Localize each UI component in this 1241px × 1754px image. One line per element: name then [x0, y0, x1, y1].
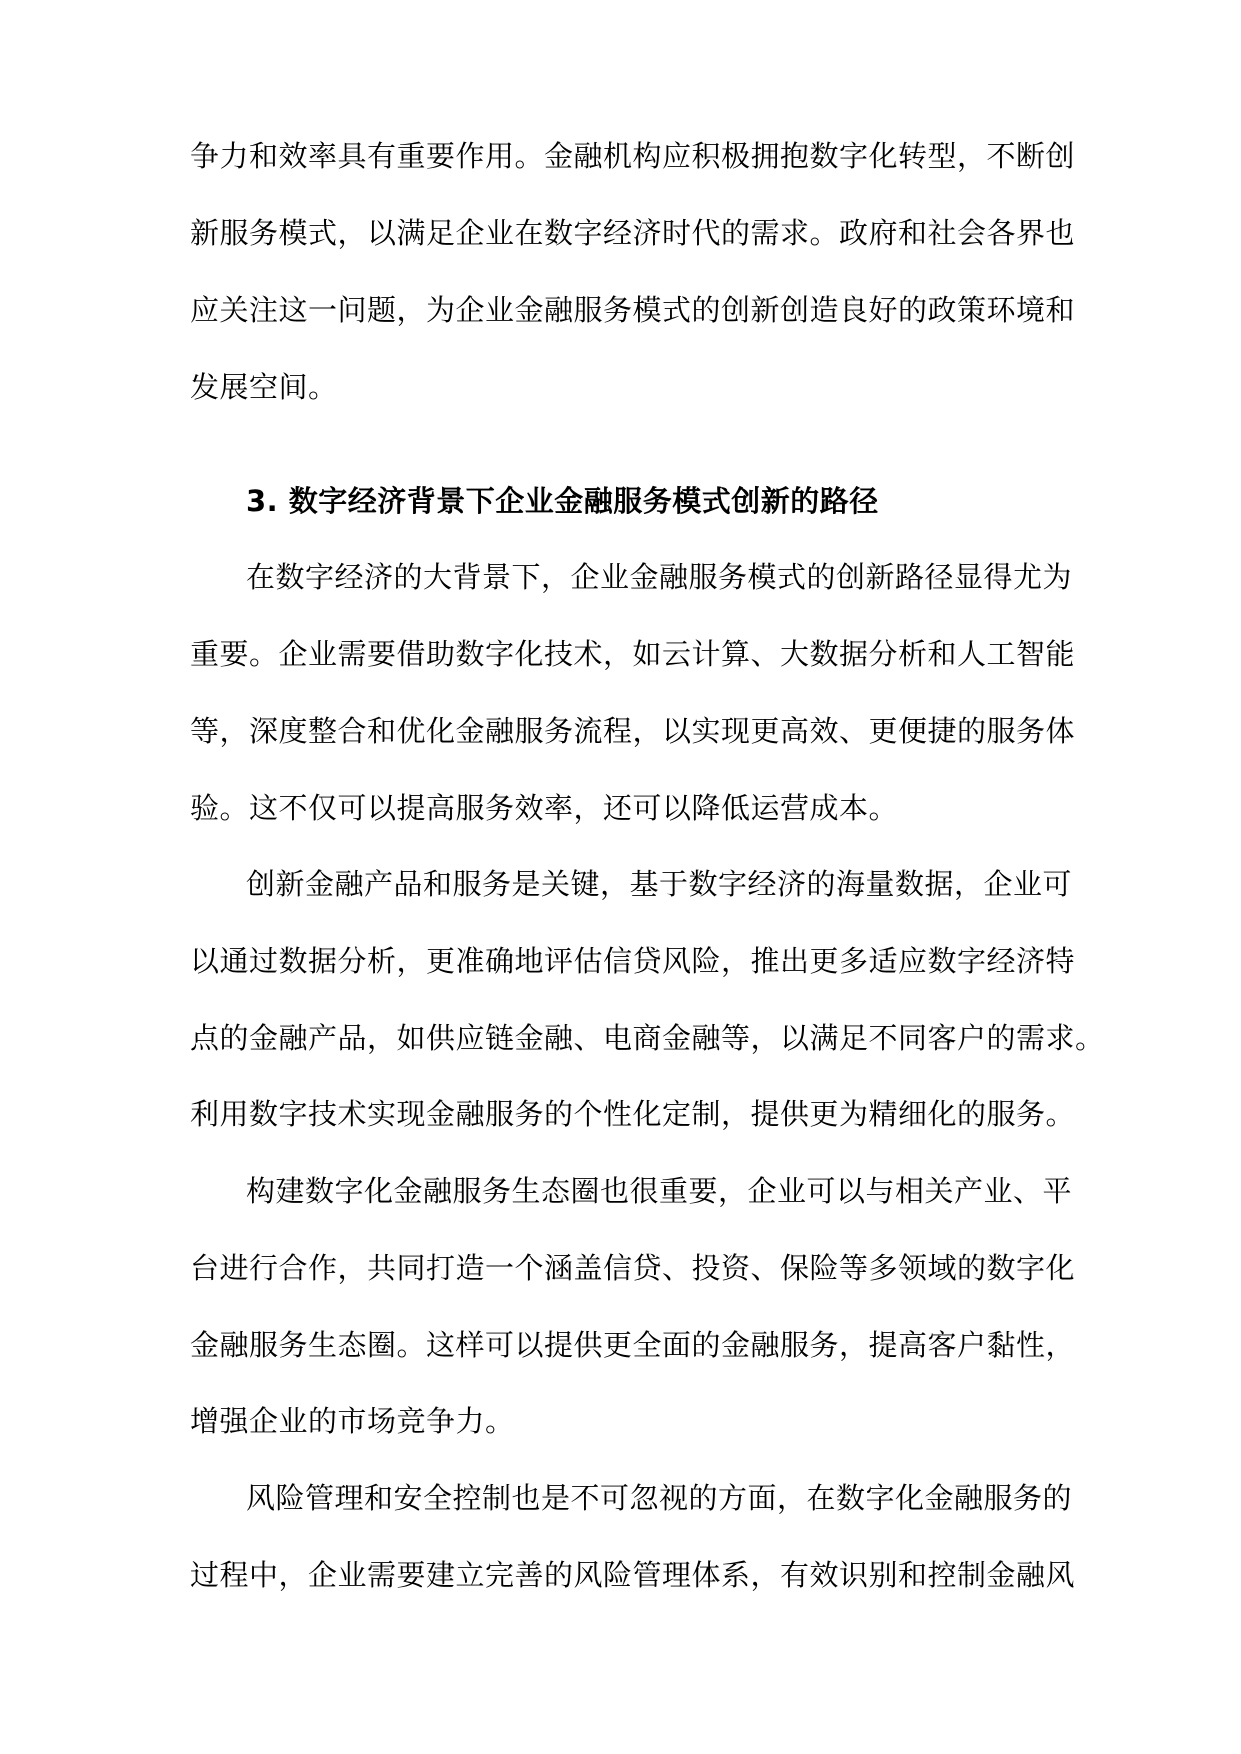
paragraph-line: 等，深度整合和优化金融服务流程，以实现更高效、更便捷的服务体	[190, 714, 1076, 748]
paragraph-line: 金融服务生态圈。这样可以提供更全面的金融服务，提高客户黏性，	[190, 1328, 1076, 1362]
paragraph-line: 新服务模式，以满足企业在数字经济时代的需求。政府和社会各界也	[190, 216, 1076, 250]
paragraph-line: 增强企业的市场竞争力。	[190, 1404, 515, 1438]
paragraph-line: 创新金融产品和服务是关键，基于数字经济的海量数据，企业可	[246, 867, 1073, 901]
paragraph-line: 重要。企业需要借助数字化技术，如云计算、大数据分析和人工智能	[190, 637, 1076, 671]
paragraph-line: 争力和效率具有重要作用。金融机构应积极拥抱数字化转型，不断创	[190, 139, 1076, 173]
paragraph-line: 风险管理和安全控制也是不可忽视的方面，在数字化金融服务的	[246, 1481, 1073, 1515]
paragraph-line: 在数字经济的大背景下，企业金融服务模式的创新路径显得尤为	[246, 560, 1073, 594]
paragraph-line: 台进行合作，共同打造一个涵盖信贷、投资、保险等多领域的数字化	[190, 1251, 1076, 1285]
paragraph-line: 利用数字技术实现金融服务的个性化定制，提供更为精细化的服务。	[190, 1097, 1076, 1131]
paragraph-line: 以通过数据分析，更准确地评估信贷风险，推出更多适应数字经济特	[190, 944, 1076, 978]
paragraph-line: 发展空间。	[190, 370, 338, 404]
paragraph-line: 过程中，企业需要建立完善的风险管理体系，有效识别和控制金融风	[190, 1558, 1076, 1592]
paragraph-line: 点的金融产品，如供应链金融、电商金融等，以满足不同客户的需求。	[190, 1021, 1105, 1055]
section-heading: 3. 数字经济背景下企业金融服务模式创新的路径	[246, 484, 879, 518]
paragraph-line: 构建数字化金融服务生态圈也很重要，企业可以与相关产业、平	[246, 1174, 1073, 1208]
paragraph-line: 应关注这一问题，为企业金融服务模式的创新创造良好的政策环境和	[190, 293, 1076, 327]
paragraph-line: 验。这不仅可以提高服务效率，还可以降低运营成本。	[190, 791, 899, 825]
